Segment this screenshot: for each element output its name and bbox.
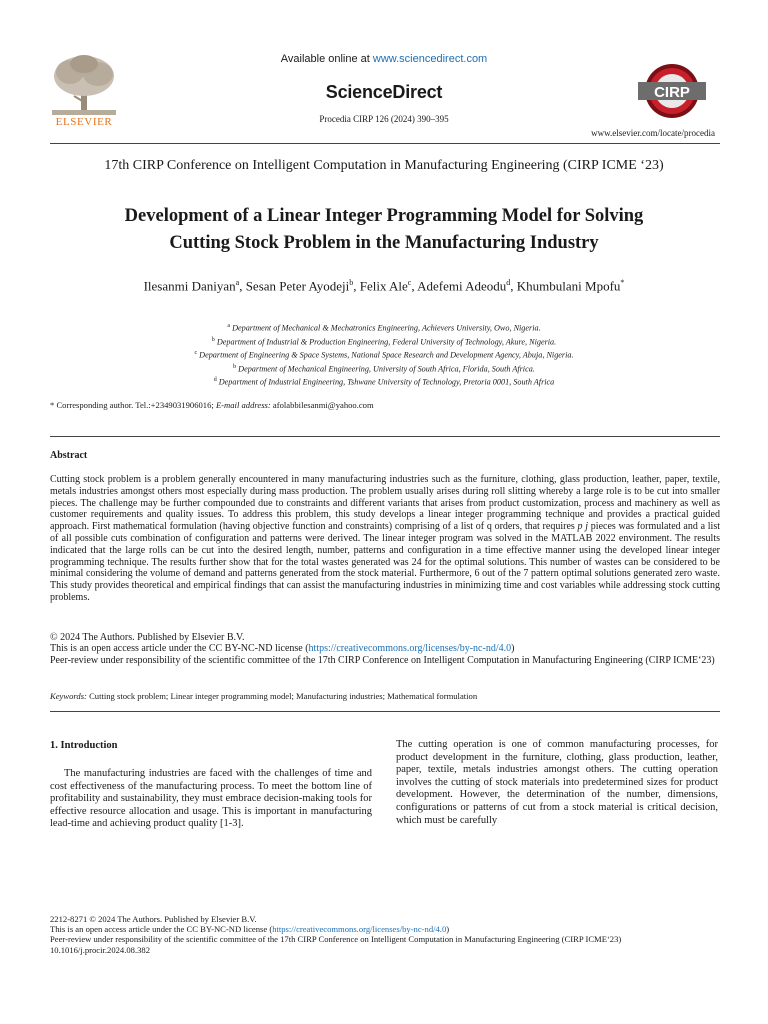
issn-line: 2212-8271 © 2024 The Authors. Published by Elsevier B.V. (50, 914, 257, 924)
license-link[interactable]: https://creativecommons.org/licenses/by-nc-nd/4.0 (308, 643, 512, 655)
cirp-logo (630, 62, 714, 120)
peer-review-line: Peer-review under responsibility of the scientific committee of the 17th CIRP Conference on Intelligent Computation in Manufacturing Engineering (CIRP ICME‘23) (50, 654, 715, 666)
author-affil-mark: b (349, 278, 354, 287)
affiliation: $^c$ Department of Engineering & Space Systems, National Space Research and Development Agency, Abuja, Nigeria. (194, 350, 574, 360)
paper-title (50, 203, 718, 257)
paper-title-line-1: Development of a Linear Integer Programming Model for Solving (124, 206, 644, 226)
introduction-left-column (50, 768, 372, 831)
elsevier-url[interactable]: www.elsevier.com/locate/procedia (591, 128, 715, 138)
author-affil-mark: * (620, 278, 625, 287)
page-footer (50, 914, 730, 955)
footer-license-link[interactable]: https://creativecommons.org/licenses/by-nc-nd/4.0 (272, 924, 447, 935)
author-name: Khumbulani Mpofu (516, 278, 621, 294)
abstract-body: Cutting stock problem is a problem generally encountered in many manufacturing industries such as the furniture, clothing, glass production, leather, paper, textile, metals industries amongst others most especially during mass production. The problem usually arises during roll slitting whereby a large role is to be cut into smaller pieces. The challenge may be further compounded due to constraints and different variants that arises from product customization, process and machinery as well as customer requirements and quality issues. To address this problem, this study develops a linear integer programming technique and provides a practical guided approach. First mathematical formulation (having objective function and constraints) comprising of a list of q orders, that requires p j pieces was formulated and a list of all possible cuts combination of configuration and patterns were derived. The linear integer program was solved in the MATLAB 2022 environment. The results indicated that the large rolls can be cut into the desired length, number, patterns and configuration in a time effective manner using the developed linear integer programming technique. The results further show that for the total wastes generated was 24 for the optimal solutions. This number of wastes can be considered to be minimal considering the volume of demand and patterns generated from the stock material. Furthermore, 6 out of the 7 pattern optimal solutions generated zero waste. This study provides theoretical and empirical findings that can assist the manufacturing industries in minimizing time and cost variables while addressing stock cutting problems. (50, 474, 720, 603)
doi[interactable]: 10.1016/j.procir.2024.08.382 (50, 944, 151, 955)
author-affil-mark: c (407, 278, 412, 287)
footer-peer-review: Peer-review under responsibility of the scientific committee of the 17th CIRP Conference on Intelligent Computation in Manufacturing Engineering (CIRP ICME‘23) (50, 934, 622, 945)
copyright-block (50, 632, 720, 666)
affiliation: $^d$ Department of Industrial Engineering, Tshwane University of Technology, Pretoria 0001, South Africa (213, 377, 555, 387)
copyright-line: © 2024 The Authors. Published by Elsevier B.V. (50, 632, 245, 643)
conference-name: 17th CIRP Conference on Intelligent Computation in Manufacturing Engineering (CIRP ICME ‘23) (104, 158, 664, 173)
available-online-label: Available online at (280, 53, 373, 65)
abstract-top-divider (50, 436, 720, 437)
paper-title-line-2: Cutting Stock Problem in the Manufacturing Industry (169, 233, 599, 253)
author-name: Sesan Peter Ayodeji (245, 278, 350, 294)
author-name: Felix Ale (359, 278, 408, 294)
keywords (50, 691, 477, 701)
header-divider (50, 143, 720, 144)
corresponding-author-info: * Corresponding author. Tel.:+2349031906016; (50, 400, 216, 410)
license-line: This is an open access article under the CC BY-NC-ND license (https://creativecommons.org/licenses/by-nc-nd/4.0) (50, 643, 515, 655)
affiliation: $^b$ Department of Mechanical Engineering, University of South Africa, Florida, South Africa. (233, 363, 535, 374)
introduction-heading: 1. Introduction (50, 740, 118, 751)
corresponding-author (50, 400, 374, 410)
author-affil-mark: d (506, 278, 511, 287)
keywords-label: Keywords: (50, 691, 87, 701)
keywords-text: Cutting stock problem; Linear integer programming model; Manufacturing industries; Mathematical formulation (86, 691, 478, 701)
affiliation-list (0, 321, 768, 389)
introduction-paragraph: The manufacturing industries are faced with the challenges of time and cost effectiveness of the manufacturing process. To meet the bottom line of profitability and sustainability, they must embrace decision-making tools for effective resource allocation and usage. This is important in manufacturing lead-time and achieving product quality [1-3]. (50, 768, 372, 830)
email-address[interactable]: afolabbilesanmi@yahoo.com (270, 400, 374, 410)
sciencedirect-logo: ScienceDirect (325, 82, 443, 102)
abstract-heading: Abstract (50, 450, 88, 461)
cirp-logo-text: CIRP (654, 84, 690, 101)
author-affil-mark: a (235, 278, 240, 287)
author-list: Ilesanmi Daniyan$^a$, Sesan Peter Ayodeji$^b$, Felix Ale$^c$, Adefemi Adeodu$^d$, Khumbulani Mpofu* (143, 278, 625, 294)
introduction-right-column (396, 739, 718, 827)
introduction-paragraph: The cutting operation is one of common manufacturing processes, for product development in the furniture, clothing, glass production, leather, paper, textile, metals industries amongst others. The cutting operation involves the cutting of stock materials into predetermined sizes for product development. However, the determination of the number, dimensions, configurations or patterns of cut from a stock material is critical decision, which must be carefully (396, 739, 718, 826)
author-name: Adefemi Adeodu (417, 278, 507, 294)
affiliation: $^b$ Department of Industrial & Production Engineering, Federal University of Technology, Akure, Nigeria. (211, 336, 557, 347)
footer-license-line: This is an open access article under the CC BY-NC-ND license (https://creativecommons.org/licenses/by-nc-nd/4.0) (50, 924, 450, 935)
email-label: E-mail address: (215, 400, 271, 410)
abstract-bottom-divider (50, 711, 720, 712)
sciencedirect-link[interactable]: www.sciencedirect.com (372, 53, 488, 65)
journal-reference: Procedia CIRP 126 (2024) 390–395 (319, 114, 449, 124)
author-name: Ilesanmi Daniyan (143, 278, 236, 294)
affiliation: $^a$ Department of Mechanical & Mechatronics Engineering, Achievers University, Owo, Nigeria. (227, 323, 541, 333)
elsevier-wordmark: ELSEVIER (55, 116, 113, 128)
abstract-variable: p j (577, 521, 589, 533)
